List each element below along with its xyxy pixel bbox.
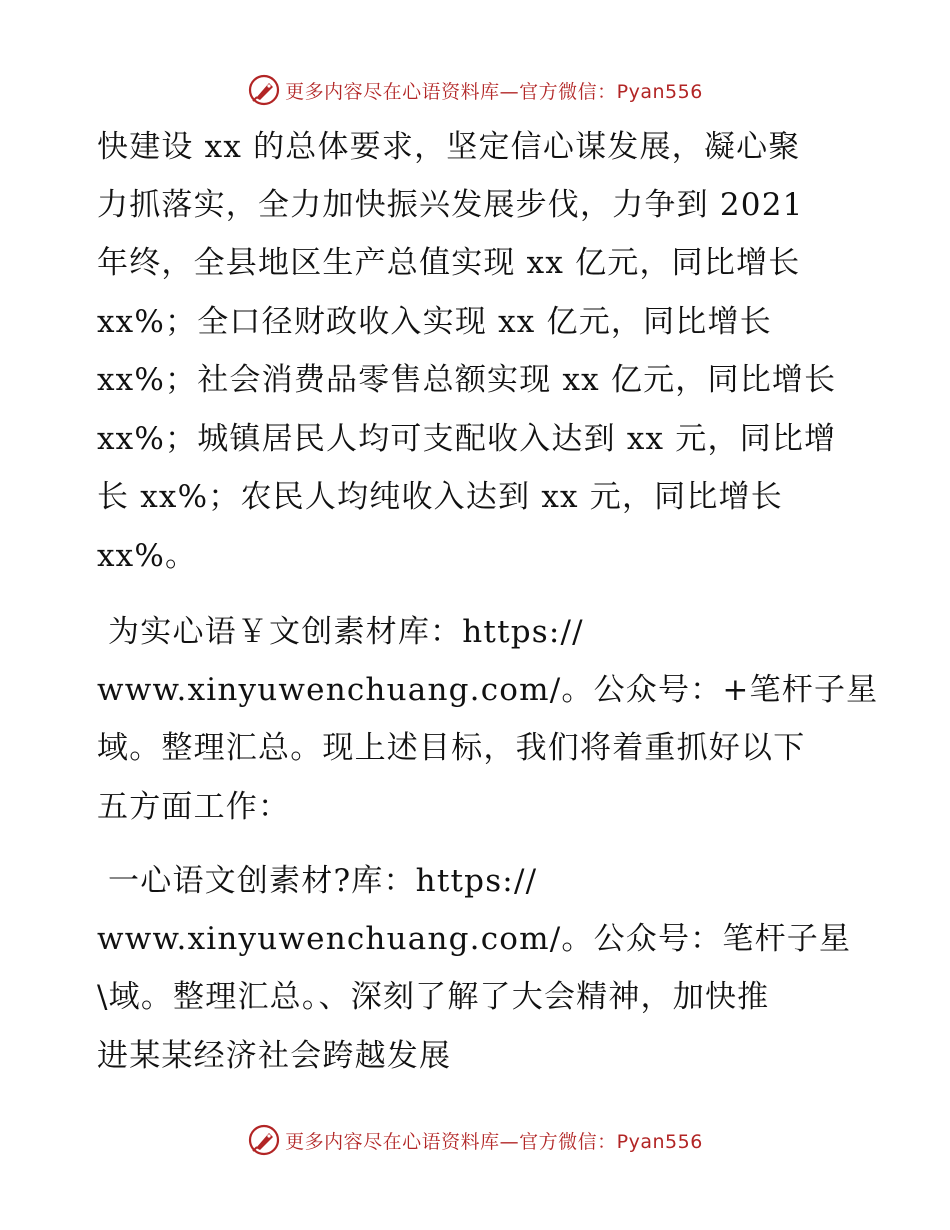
body-line: \域。整理汇总。、深刻了解了大会精神，加快推 <box>97 979 770 1015</box>
body-line: 快建设 xx 的总体要求，坚定信心谋发展，凝心聚 <box>97 129 801 165</box>
body-line: xx%。 <box>97 538 198 574</box>
footer-watermark-banner <box>0 1120 950 1160</box>
body-line: 五方面工作： <box>97 789 291 825</box>
header-banner-text: 更多内容尽在心语资料库—官方微信：Pyan556 <box>285 80 703 103</box>
body-line: xx%；全口径财政收入实现 xx 亿元，同比增长 <box>97 304 772 340</box>
body-line: xx%；城镇居民人均可支配收入达到 xx 元，同比增 <box>97 421 837 457</box>
body-line: www.xinyuwenchuang.com/。公众号：笔杆子星 <box>97 921 852 957</box>
footer-banner-text: 更多内容尽在心语资料库—官方微信：Pyan556 <box>285 1130 703 1153</box>
body-line: 年终，全县地区生产总值实现 xx 亿元，同比增长 <box>97 245 801 281</box>
body-line: 进某某经济社会跨越发展 <box>97 1038 452 1074</box>
pen-nib-logo-icon <box>247 73 281 107</box>
body-line: 力抓落实，全力加快振兴发展步伐，力争到 2021 <box>97 187 804 223</box>
body-line: 域。整理汇总。现上述目标，我们将着重抓好以下 <box>97 730 806 766</box>
body-line: xx%；社会消费品零售总额实现 xx 亿元，同比增长 <box>97 362 837 398</box>
header-watermark-banner <box>0 70 950 110</box>
body-line: www.xinyuwenchuang.com/。公众号：+笔杆子星 <box>97 672 879 708</box>
pen-nib-logo-icon <box>247 1123 281 1157</box>
body-line: 一心语文创素材?库：https:// <box>97 863 538 899</box>
body-line: 为实心语￥文创素材库：https:// <box>97 614 584 650</box>
body-line: 长 xx%；农民人均纯收入达到 xx 元，同比增长 <box>97 479 783 515</box>
